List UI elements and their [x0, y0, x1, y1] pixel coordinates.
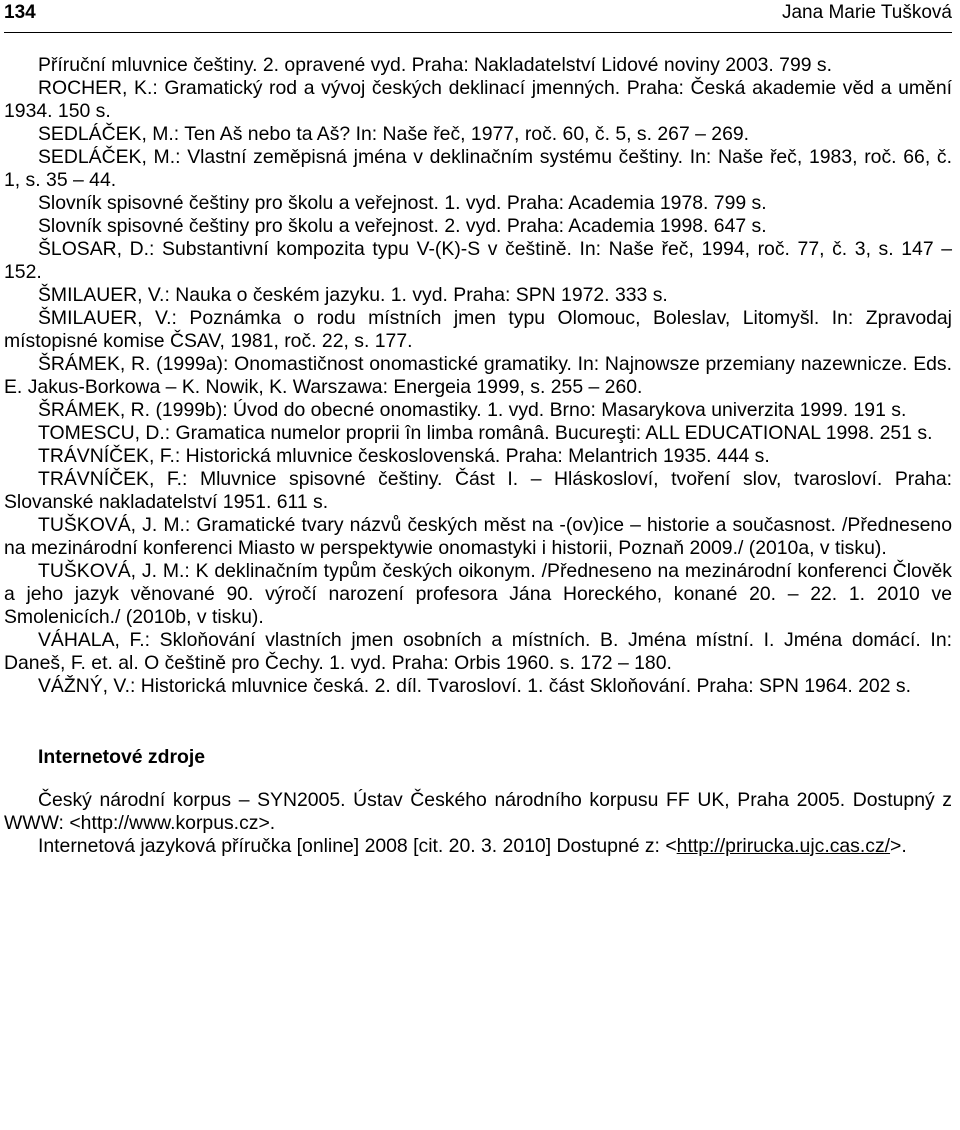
running-head-author: Jana Marie Tušková	[781, 2, 952, 23]
reference-entry: ŠRÁMEK, R. (1999a): Onomastičnost onomastické gramatiky. In: Najnowsze przemiany nazewnicze. Eds. E. Jakus-Borkowa – K. Nowik, K. Warszawa: Energeia 1999, s. 255 – 260.	[4, 353, 952, 398]
section-heading-internet-sources: Internetové zdroje	[38, 746, 206, 768]
reference-entry: ŠMILAUER, V.: Poznámka o rodu místních jmen typu Olomouc, Boleslav, Litomyšl. In: Zpravodaj místopisné komise ČSAV, 1981, roč. 22, s. 177.	[4, 307, 952, 352]
reference-entry: TRÁVNÍČEK, F.: Mluvnice spisovné češtiny. Část I. – Hláskosloví, tvoření slov, tvarosloví. Praha: Slovanské nakladatelství 1951. 611 s.	[4, 468, 952, 513]
reference-entry: Příruční mluvnice češtiny. 2. opravené vyd. Praha: Nakladatelství Lidové noviny 2003. 799 s.	[38, 54, 833, 76]
reference-entry: TUŠKOVÁ, J. M.: Gramatické tvary názvů českých měst na -(ov)ice – historie a současnost. /Předneseno na mezinárodní konferenci Miasto w perspektywie onomastyki i historii, Poznaň 2009./ (2010a, v tisku).	[4, 514, 952, 559]
internet-reference-entry	[4, 835, 952, 858]
reference-entry: Slovník spisovné češtiny pro školu a veřejnost. 2. vyd. Praha: Academia 1998. 647 s.	[38, 215, 767, 237]
reference-entry: TUŠKOVÁ, J. M.: K deklinačním typům českých oikonym. /Předneseno na mezinárodní konferenci Člověk a jeho jazyk věnované 90. výročí narození profesora Jána Horeckého, konané 20. – 22. 1. 2010 ve Smolenicích./ (2010b, v tisku).	[4, 560, 952, 628]
reference-entry: TRÁVNÍČEK, F.: Historická mluvnice československá. Praha: Melantrich 1935. 444 s.	[38, 445, 770, 467]
reference-entry: ŠLOSAR, D.: Substantivní kompozita typu V-(K)-S v češtině. In: Naše řeč, 1994, roč. 77, č. 3, s. 147 – 152.	[4, 238, 952, 283]
internet-reference-text: Internetová jazyková příručka [online] 2008 [cit. 20. 3. 2010] Dostupné z: <	[38, 835, 677, 857]
reference-entry: SEDLÁČEK, M.: Vlastní zeměpisná jména v deklinačním systému češtiny. In: Naše řeč, 1983, roč. 66, č. 1, s. 35 – 44.	[4, 146, 952, 191]
page-number: 134	[4, 2, 36, 23]
reference-entry: SEDLÁČEK, M.: Ten Aš nebo ta Aš? In: Naše řeč, 1977, roč. 60, č. 5, s. 267 – 269.	[38, 123, 750, 145]
page-header	[4, 0, 952, 33]
reference-entry: ŠMILAUER, V.: Nauka o českém jazyku. 1. vyd. Praha: SPN 1972. 333 s.	[38, 284, 668, 306]
reference-entry: Slovník spisovné češtiny pro školu a veřejnost. 1. vyd. Praha: Academia 1978. 799 s.	[38, 192, 767, 214]
reference-entry: ŠRÁMEK, R. (1999b): Úvod do obecné onomastiky. 1. vyd. Brno: Masarykova univerzita 1999. 191 s.	[38, 399, 907, 421]
internet-reference-end: >.	[890, 835, 907, 857]
reference-entry: ROCHER, K.: Gramatický rod a vývoj českých deklinací jmenných. Praha: Česká akademie věd a umění 1934. 150 s.	[4, 77, 952, 122]
reference-entry: VÁŽNÝ, V.: Historická mluvnice česká. 2. díl. Tvarosloví. 1. část Skloňování. Praha: SPN 1964. 202 s.	[38, 675, 911, 697]
reference-entry: VÁHALA, F.: Skloňování vlastních jmen osobních a místních. B. Jména místní. I. Jména domácí. In: Daneš, F. et. al. O češtině pro Čechy. 1. vyd. Praha: Orbis 1960. s. 172 – 180.	[4, 629, 952, 674]
reference-entry: TOMESCU, D.: Gramatica numelor proprii în limba românâ. Bucureşti: ALL EDUCATIONAL 1998. 251 s.	[38, 422, 933, 444]
internet-reference-entry: Český národní korpus – SYN2005. Ústav Českého národního korpusu FF UK, Praha 2005. Dostupný z WWW: <http://www.korpus.cz>.	[4, 789, 952, 834]
prirucka-link[interactable]: http://prirucka.ujc.cas.cz/	[676, 835, 891, 857]
bibliography	[4, 54, 952, 858]
